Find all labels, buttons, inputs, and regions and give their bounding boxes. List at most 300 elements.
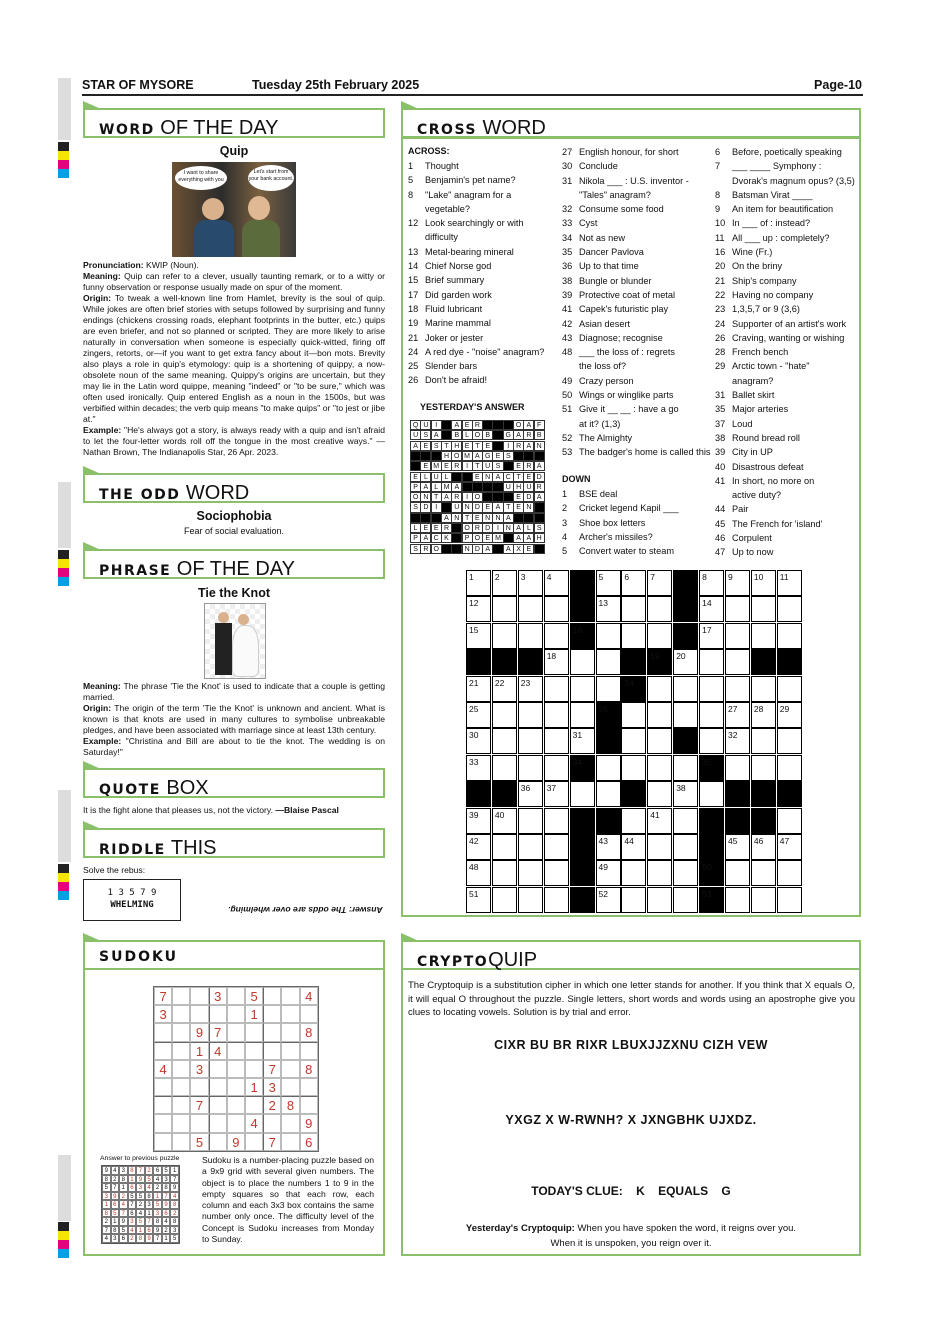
sudoku-cell[interactable]: 7 <box>209 1023 227 1041</box>
sudoku-cell[interactable] <box>209 1078 227 1096</box>
previous-sudoku-cell: 5 <box>170 1234 179 1243</box>
answer-cell: A <box>503 544 514 554</box>
crossword-cell-number: 40 <box>494 809 505 820</box>
clue-number: 38 <box>562 275 573 286</box>
crossword-black-cell <box>751 781 776 807</box>
sudoku-cell[interactable] <box>172 1096 190 1114</box>
sudoku-cell[interactable] <box>227 1096 245 1114</box>
clue-text: Disastrous defeat <box>732 461 804 472</box>
clue-number: 40 <box>715 461 726 472</box>
crossword-cell[interactable] <box>621 808 646 834</box>
sudoku-cell[interactable] <box>227 1114 245 1132</box>
clue-number: 38 <box>715 432 726 443</box>
sudoku-cell[interactable] <box>209 1133 227 1151</box>
crossword-cell[interactable] <box>544 702 569 728</box>
clue-line <box>408 288 544 302</box>
crossword-cell[interactable] <box>518 702 543 728</box>
page-header <box>82 76 862 94</box>
previous-sudoku-cell: 3 <box>162 1175 171 1184</box>
sudoku-cell[interactable]: 7 <box>190 1096 208 1114</box>
answer-cell: D <box>472 502 483 512</box>
crossword-cell[interactable] <box>673 702 698 728</box>
word-of-day-heading: WORD OF THE DAY <box>83 108 385 138</box>
sudoku-cell[interactable] <box>281 1078 299 1096</box>
sudoku-cell[interactable] <box>172 1023 190 1041</box>
clue-text: Dvorak's magnum opus? (3,5) <box>732 175 855 186</box>
answer-cell: O <box>462 523 473 533</box>
crossword-cell[interactable] <box>751 887 776 913</box>
clue-line <box>408 359 544 373</box>
crossword-cell[interactable] <box>544 808 569 834</box>
sudoku-cell[interactable] <box>300 1005 318 1023</box>
sudoku-cell[interactable] <box>263 1005 281 1023</box>
crossword-cell[interactable] <box>777 808 802 834</box>
crossword-cell[interactable] <box>570 702 595 728</box>
sudoku-cell[interactable]: 9 <box>227 1133 245 1151</box>
crossword-cell[interactable] <box>492 596 517 622</box>
crossword-cell[interactable] <box>596 623 621 649</box>
sudoku-cell[interactable] <box>154 1078 172 1096</box>
clue-line <box>562 202 710 216</box>
clue-number: 16 <box>715 247 726 258</box>
crossword-black-cell <box>673 728 698 754</box>
sudoku-cell[interactable] <box>227 987 245 1005</box>
sudoku-cell[interactable]: 7 <box>263 1060 281 1078</box>
clue-number: 24 <box>715 318 726 329</box>
crossword-cell[interactable] <box>777 728 802 754</box>
sudoku-cell[interactable] <box>245 1096 263 1114</box>
crossword-cell-number: 38 <box>676 783 686 794</box>
sudoku-cell[interactable] <box>300 1078 318 1096</box>
crossword-cell[interactable] <box>647 887 672 913</box>
sudoku-cell[interactable]: 5 <box>190 1133 208 1151</box>
sudoku-cell[interactable]: 4 <box>154 1060 172 1078</box>
sudoku-cell[interactable] <box>281 1023 299 1041</box>
crossword-cell[interactable] <box>518 728 543 754</box>
crossword-cell-number: 28 <box>753 704 764 714</box>
clue-number: 27 <box>562 147 573 157</box>
answer-cell: A <box>492 472 503 482</box>
sudoku-cell[interactable]: 8 <box>300 1060 318 1078</box>
crossword-cell[interactable] <box>544 596 569 622</box>
sudoku-cell[interactable]: 3 <box>190 1060 208 1078</box>
clue-line <box>715 402 855 416</box>
crossword-cell[interactable] <box>777 596 802 622</box>
clue-text: Cyst <box>579 218 598 229</box>
color-registration-mark <box>58 1222 69 1258</box>
crossword-cell[interactable] <box>621 887 646 913</box>
sudoku-cell[interactable] <box>172 1133 190 1151</box>
crossword-cell[interactable] <box>647 728 672 754</box>
crossword-cell[interactable] <box>596 649 621 675</box>
answer-cell: T <box>472 441 483 451</box>
clue-line <box>562 388 710 402</box>
sudoku-cell[interactable] <box>172 1042 190 1060</box>
crossword-cell[interactable] <box>751 676 776 702</box>
crossword-cell[interactable] <box>518 887 543 913</box>
sudoku-cell[interactable] <box>209 1114 227 1132</box>
crossword-cell[interactable] <box>544 728 569 754</box>
clue-number: 2 <box>562 503 568 514</box>
crossword-black-cell <box>699 834 724 860</box>
crossword-cell[interactable] <box>673 860 698 886</box>
clue-line <box>408 245 544 259</box>
sudoku-cell[interactable] <box>154 1023 172 1041</box>
clue-text: Joker or jester <box>425 332 484 343</box>
sudoku-cell[interactable] <box>209 1096 227 1114</box>
clue-line <box>562 501 679 515</box>
crossword-cell[interactable] <box>492 728 517 754</box>
crossword-cell[interactable] <box>518 834 543 860</box>
clue-text: Did garden work <box>425 289 492 300</box>
sudoku-cell[interactable]: 2 <box>263 1096 281 1114</box>
crossword-cell[interactable] <box>725 649 750 675</box>
clue-number: 35 <box>562 247 573 258</box>
crossword-cell[interactable] <box>596 676 621 702</box>
sudoku-grid <box>153 986 319 1152</box>
crossword-cell[interactable] <box>518 623 543 649</box>
sudoku-cell[interactable] <box>263 1042 281 1060</box>
previous-sudoku-cell: 9 <box>111 1192 120 1201</box>
sudoku-cell[interactable]: 1 <box>190 1042 208 1060</box>
crossword-cell[interactable] <box>725 887 750 913</box>
clue-text: Marine mammal <box>425 318 491 329</box>
sudoku-cell[interactable]: 3 <box>154 1005 172 1023</box>
sudoku-cell[interactable]: 3 <box>209 987 227 1005</box>
odd-word-definition: Fear of social evaluation. <box>183 526 285 536</box>
crossword-cell[interactable] <box>699 676 724 702</box>
previous-sudoku-cell: 9 <box>153 1226 162 1235</box>
crossword-cell[interactable] <box>777 755 802 781</box>
answer-cell: U <box>503 482 514 492</box>
cipher-line-1: CIXR BU BR RIXR LBUXJJZXNU CIZH VEW <box>494 1038 768 1052</box>
crossword-cell[interactable] <box>518 860 543 886</box>
crossword-cell-number: 35 <box>702 756 712 767</box>
crossword-cell[interactable] <box>673 808 698 834</box>
sudoku-cell[interactable] <box>281 1060 299 1078</box>
sudoku-cell[interactable] <box>154 1096 172 1114</box>
sudoku-cell[interactable] <box>172 1060 190 1078</box>
answer-cell: R <box>472 420 483 430</box>
sudoku-cell[interactable] <box>227 1042 245 1060</box>
sudoku-cell[interactable] <box>190 1078 208 1096</box>
clue-text: Not as new <box>579 232 625 243</box>
sudoku-cell[interactable]: 7 <box>154 987 172 1005</box>
answer-cell: I <box>462 492 473 502</box>
sudoku-cell[interactable] <box>190 987 208 1005</box>
crossword-cell[interactable] <box>647 860 672 886</box>
crossword-cell[interactable] <box>492 887 517 913</box>
sudoku-cell[interactable]: 4 <box>245 1114 263 1132</box>
sudoku-cell[interactable]: 7 <box>263 1133 281 1151</box>
sudoku-cell[interactable] <box>227 1078 245 1096</box>
sudoku-cell[interactable] <box>172 1005 190 1023</box>
crossword-cell[interactable] <box>673 676 698 702</box>
answer-cell: A <box>503 513 514 523</box>
sudoku-cell[interactable]: 8 <box>281 1096 299 1114</box>
clue-line <box>715 259 855 273</box>
crossword-cell[interactable] <box>725 596 750 622</box>
crossword-cell[interactable] <box>777 860 802 886</box>
crossword-cell[interactable] <box>725 755 750 781</box>
previous-sudoku-cell: 9 <box>102 1166 111 1175</box>
crossword-black-cell <box>673 570 698 596</box>
sudoku-cell[interactable] <box>154 1133 172 1151</box>
crossword-cell[interactable] <box>518 755 543 781</box>
clue-line <box>408 316 544 330</box>
crossword-cell-number: 3 <box>520 572 526 582</box>
answer-cell: U <box>523 482 534 492</box>
crossword-cell[interactable] <box>777 623 802 649</box>
phrase-heading: PHRASE OF THE DAY <box>83 549 385 579</box>
crossword-cell[interactable] <box>647 702 672 728</box>
crossword-cell-number: 2 <box>494 572 500 582</box>
previous-sudoku-cell: 8 <box>128 1166 137 1175</box>
crossword-cell[interactable] <box>647 623 672 649</box>
previous-sudoku-cell: 5 <box>102 1183 111 1192</box>
clue-number: 19 <box>408 318 419 329</box>
margin-bar <box>58 482 71 548</box>
clue-text: Ship's company <box>732 275 797 286</box>
sudoku-cell[interactable] <box>263 1114 281 1132</box>
crossword-cell[interactable] <box>751 596 776 622</box>
clue-text: BSE deal <box>579 489 618 499</box>
answer-cell: I <box>431 502 442 512</box>
crossword-cell[interactable] <box>673 834 698 860</box>
clue-number: 15 <box>408 275 419 286</box>
crossword-cell-number: 41 <box>650 809 660 820</box>
sudoku-cell[interactable] <box>190 1114 208 1132</box>
clue-text: the loss of? <box>579 361 626 372</box>
sudoku-cell[interactable]: 8 <box>300 1023 318 1041</box>
clue-number: 12 <box>408 218 419 229</box>
sudoku-cell[interactable] <box>300 1096 318 1114</box>
sudoku-cell[interactable] <box>263 1023 281 1041</box>
answer-cell: E <box>482 533 493 543</box>
down-clues-col3 <box>715 145 855 560</box>
crossword-cell[interactable] <box>621 860 646 886</box>
crossword-cell[interactable] <box>570 781 595 807</box>
crossword-cell[interactable] <box>777 887 802 913</box>
clue-text: Capek's futuristic play <box>579 304 669 315</box>
paper-name: STAR OF MYSORE <box>82 78 194 92</box>
clue-text: Wings or winglike parts <box>579 390 674 401</box>
crossword-cell[interactable] <box>647 676 672 702</box>
crossword-cell-number: 11 <box>779 572 789 582</box>
clue-line <box>562 431 710 445</box>
quip-cartoon-image <box>172 162 296 257</box>
sudoku-cell[interactable] <box>245 1060 263 1078</box>
crossword-cell[interactable] <box>570 649 595 675</box>
crossword-cell[interactable] <box>596 755 621 781</box>
clue-line <box>715 274 855 288</box>
clue-line <box>562 145 710 159</box>
sudoku-cell[interactable] <box>227 1023 245 1041</box>
crossword-cell[interactable] <box>725 860 750 886</box>
clue-text: Up to that time <box>579 261 639 272</box>
crossword-cell[interactable] <box>751 623 776 649</box>
crossword-cell[interactable] <box>492 834 517 860</box>
sudoku-cell[interactable] <box>209 1060 227 1078</box>
answer-cell: N <box>451 513 462 523</box>
sudoku-cell[interactable] <box>154 1114 172 1132</box>
sudoku-cell[interactable] <box>281 1005 299 1023</box>
sudoku-cell[interactable] <box>281 1042 299 1060</box>
previous-sudoku-cell: 4 <box>170 1192 179 1201</box>
clue-text: Archer's missiles? <box>579 531 653 542</box>
sudoku-cell[interactable] <box>245 1133 263 1151</box>
previous-sudoku-cell: 7 <box>145 1217 154 1226</box>
sudoku-cell[interactable] <box>190 1005 208 1023</box>
crossword-cell[interactable] <box>699 649 724 675</box>
answer-cell: T <box>462 513 473 523</box>
sudoku-cell[interactable] <box>281 1114 299 1132</box>
crossword-cell[interactable] <box>518 808 543 834</box>
clue-text: ___ the loss of : regrets <box>579 347 676 358</box>
sudoku-cell[interactable]: 3 <box>263 1078 281 1096</box>
clue-number: 5 <box>408 175 414 186</box>
clue-text: An item for beautification <box>732 204 834 215</box>
sudoku-cell[interactable] <box>245 1042 263 1060</box>
previous-sudoku-cell: 6 <box>119 1234 128 1243</box>
previous-sudoku-cell: 3 <box>102 1192 111 1201</box>
clue-line <box>562 374 710 388</box>
sudoku-cell[interactable]: 1 <box>245 1078 263 1096</box>
sudoku-cell[interactable]: 1 <box>245 1005 263 1023</box>
crossword-cell[interactable] <box>725 676 750 702</box>
sudoku-cell[interactable] <box>154 1042 172 1060</box>
answer-cell: N <box>462 544 473 554</box>
crossword-cell[interactable] <box>673 887 698 913</box>
crossword-cell[interactable] <box>544 676 569 702</box>
crossword-cell[interactable] <box>647 596 672 622</box>
crossword-cell[interactable] <box>751 728 776 754</box>
sudoku-cell[interactable] <box>245 1023 263 1041</box>
crossword-cell[interactable] <box>570 676 595 702</box>
crossword-cell[interactable] <box>699 781 724 807</box>
crossword-cell[interactable] <box>544 755 569 781</box>
previous-sudoku-cell: 7 <box>111 1183 120 1192</box>
crossword-black-cell <box>751 649 776 675</box>
clue-number: 53 <box>562 447 573 458</box>
crossword-cell[interactable] <box>596 781 621 807</box>
crossword-cell[interactable] <box>725 623 750 649</box>
crossword-cell[interactable] <box>777 676 802 702</box>
crossword-black-cell <box>570 570 595 596</box>
clue-number: 41 <box>562 304 573 315</box>
clue-text: Before, poetically speaking <box>732 147 842 157</box>
clue-text: at it? (1,3) <box>579 418 621 429</box>
crossword-cell[interactable] <box>621 702 646 728</box>
clue-line <box>408 188 544 202</box>
answer-cell: S <box>410 544 421 554</box>
previous-sudoku-cell: 7 <box>136 1166 145 1175</box>
crossword-cell[interactable] <box>699 702 724 728</box>
previous-sudoku-cell: 6 <box>145 1226 154 1235</box>
answer-cell: E <box>513 492 524 502</box>
sudoku-cell[interactable] <box>300 1042 318 1060</box>
clue-line <box>408 373 544 387</box>
crossword-cell[interactable] <box>621 623 646 649</box>
answer-cell: A <box>420 482 431 492</box>
crossword-cell[interactable] <box>544 834 569 860</box>
answer-cell: E <box>420 441 431 451</box>
crossword-cell[interactable] <box>492 860 517 886</box>
clue-line <box>715 159 855 173</box>
clue-number: 8 <box>715 189 721 200</box>
crossword-cell[interactable] <box>621 596 646 622</box>
previous-sudoku-cell: 2 <box>136 1200 145 1209</box>
sudoku-cell[interactable] <box>281 987 299 1005</box>
crossword-cell[interactable] <box>492 755 517 781</box>
crossword-cell[interactable] <box>518 596 543 622</box>
sudoku-cell[interactable]: 4 <box>209 1042 227 1060</box>
crossword-cell-number: 44 <box>624 836 634 846</box>
sudoku-cell[interactable] <box>172 1078 190 1096</box>
crossword-cell-number: 5 <box>598 572 604 582</box>
clue-line <box>715 517 855 531</box>
crossword-cell[interactable] <box>751 755 776 781</box>
crossword-cell[interactable] <box>621 755 646 781</box>
answer-cell: D <box>523 492 534 502</box>
crossword-cell[interactable] <box>647 781 672 807</box>
clue-number: 26 <box>408 375 419 386</box>
sudoku-cell[interactable]: 5 <box>245 987 263 1005</box>
crossword-black-cell <box>699 808 724 834</box>
crossword-cell[interactable] <box>544 860 569 886</box>
crossword-cell[interactable] <box>699 728 724 754</box>
crossword-cell[interactable] <box>621 728 646 754</box>
previous-sudoku-cell: 6 <box>162 1209 171 1218</box>
sudoku-cell[interactable]: 4 <box>300 987 318 1005</box>
answer-cell: L <box>410 523 421 533</box>
clue-number: 24 <box>408 346 419 357</box>
crossword-cell[interactable] <box>492 702 517 728</box>
crossword-cell[interactable] <box>492 623 517 649</box>
clue-text: Cricket legend Kapil ___ <box>579 503 679 514</box>
answer-cell: D <box>482 523 493 533</box>
sudoku-cell[interactable] <box>227 1060 245 1078</box>
sudoku-cell[interactable] <box>227 1005 245 1023</box>
sudoku-cell[interactable]: 9 <box>190 1023 208 1041</box>
previous-sudoku-cell: 8 <box>153 1217 162 1226</box>
clue-text: Nikola ___ : U.S. inventor - <box>579 175 689 186</box>
sudoku-cell[interactable] <box>172 1114 190 1132</box>
clue-text: The French for 'island' <box>732 518 823 529</box>
answer-cell: T <box>503 502 514 512</box>
clue-text: Thought <box>425 161 459 171</box>
crossword-cell[interactable] <box>673 755 698 781</box>
answer-cell: E <box>513 502 524 512</box>
crossword-cell[interactable] <box>544 623 569 649</box>
crossword-cell[interactable] <box>751 860 776 886</box>
clue-line <box>715 388 855 402</box>
crossword-cell[interactable] <box>647 755 672 781</box>
previous-sudoku-cell: 7 <box>119 1209 128 1218</box>
sudoku-cell[interactable] <box>209 1005 227 1023</box>
crossword-cell[interactable] <box>544 887 569 913</box>
sudoku-cell[interactable] <box>281 1133 299 1151</box>
sudoku-cell[interactable]: 9 <box>300 1114 318 1132</box>
clue-number: 51 <box>562 404 573 415</box>
crossword-cell[interactable] <box>647 834 672 860</box>
sudoku-cell[interactable] <box>263 987 281 1005</box>
previous-sudoku-cell: 1 <box>102 1200 111 1209</box>
previous-sudoku-cell: 5 <box>111 1209 120 1218</box>
sudoku-cell[interactable] <box>172 987 190 1005</box>
answer-cell: A <box>472 451 483 461</box>
sudoku-cell[interactable]: 6 <box>300 1133 318 1151</box>
